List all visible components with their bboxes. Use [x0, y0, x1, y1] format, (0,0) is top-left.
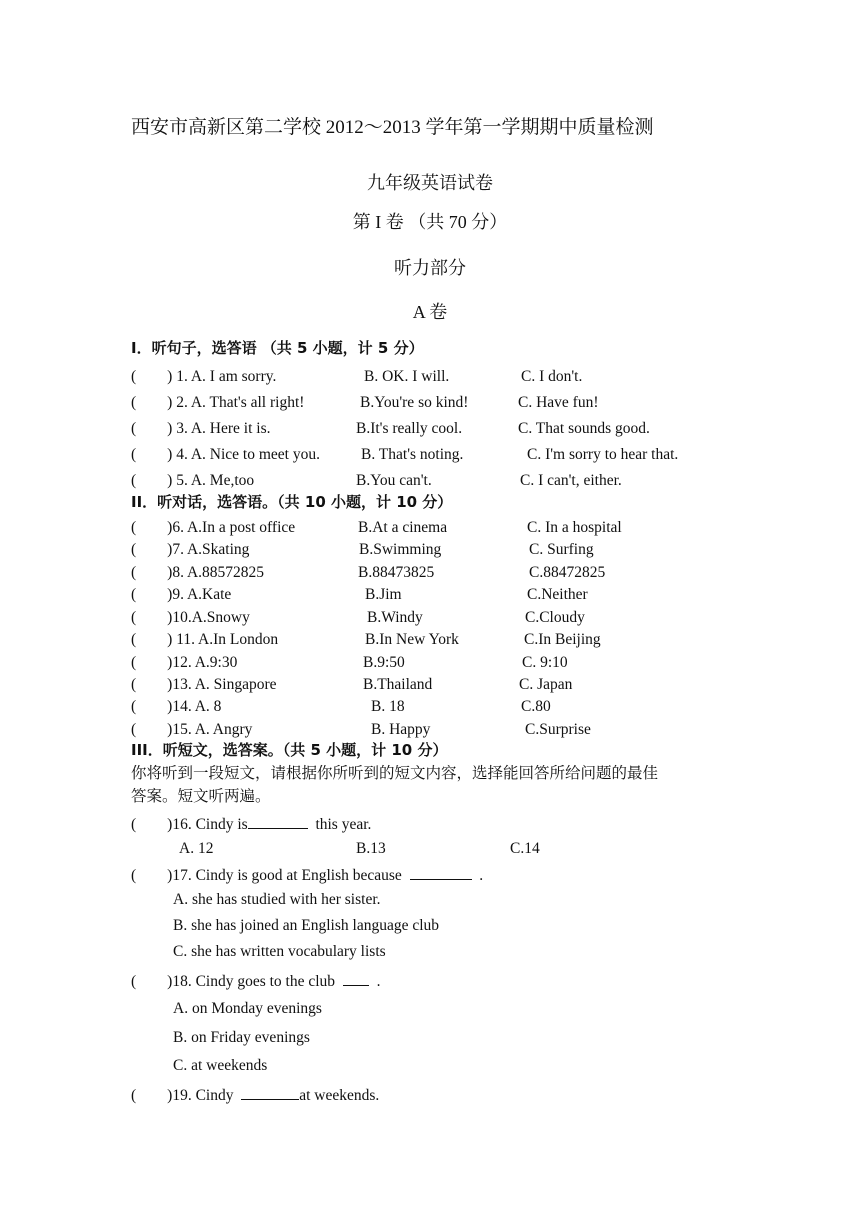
option-c: C.Surprise	[525, 721, 591, 738]
question-stem-end: this year.	[307, 816, 372, 833]
question-number: ( ) 4. A. Nice to meet you.	[131, 446, 320, 463]
part-label: 听力部分	[394, 258, 466, 278]
answer-blank	[248, 815, 308, 829]
option-c: C. Have fun!	[518, 394, 599, 411]
option-b: B.9:50	[363, 654, 405, 671]
option-c: C. In a hospital	[527, 519, 622, 536]
option-b: B. 18	[371, 698, 405, 715]
option-c: C. That sounds good.	[518, 420, 650, 437]
question-stem: ( )17. Cindy is good at English because	[131, 867, 402, 884]
option-c: C.88472825	[529, 564, 606, 581]
section3-heading: III．听短文，选答案。（共 5 小题，计 10 分）	[131, 741, 448, 759]
question-stem-end: .	[376, 973, 381, 990]
exam-subtitle: 九年级英语试卷	[367, 173, 493, 193]
option-b: B. she has joined an English language club	[173, 917, 440, 934]
question-number: ( )10.A.Snowy	[131, 609, 250, 626]
section1-heading: I．听句子，选答语 （共 5 小题，计 5 分）	[131, 339, 424, 357]
question-19	[131, 1086, 379, 1104]
exam-title: 西安市高新区第二学校 2012～2013 学年第一学期期中质量检测	[131, 117, 654, 138]
answer-blank	[410, 866, 472, 880]
question-number: ( ) 5. A. Me,too	[131, 472, 255, 489]
option-c: C.Cloudy	[525, 609, 585, 626]
question-number: ( ) 2. A. That's all right!	[131, 394, 305, 411]
option-c: C.Neither	[527, 586, 588, 603]
question-number: ( ) 1. A. I am sorry.	[131, 368, 277, 385]
question-stem-end: at weekends.	[299, 1087, 380, 1104]
question-16	[131, 815, 371, 833]
question-stem: ( )16. Cindy is	[131, 816, 248, 833]
section-a-label: A 卷	[412, 302, 448, 322]
option-b: B. on Friday evenings	[173, 1029, 310, 1046]
question-18	[131, 972, 380, 990]
instructions-line2: 答案。短文听两遍。	[131, 787, 271, 805]
question-number: ( )15. A. Angry	[131, 721, 253, 738]
option-c: C.In Beijing	[524, 631, 601, 648]
option-c: C. Japan	[519, 676, 573, 693]
question-number: ( )7. A.Skating	[131, 541, 250, 558]
option-c: C. 9:10	[522, 654, 568, 671]
option-b: B.You can't.	[356, 472, 432, 489]
volume-label: 第 I 卷 （共 70 分）	[352, 212, 508, 232]
option-c: C. I can't, either.	[520, 472, 622, 489]
option-a: A. 12	[179, 840, 214, 857]
question-number: ( ) 11. A.In London	[131, 631, 279, 648]
option-b: B.13	[356, 840, 386, 857]
section2-heading: II．听对话，选答语。（共 10 小题，计 10 分）	[131, 493, 453, 511]
option-b: B.Windy	[367, 609, 423, 626]
option-b: B.You're so kind!	[360, 394, 469, 411]
instructions-line1: 你将听到一段短文，请根据你所听到的短文内容，选择能回答所给问题的最佳	[131, 764, 659, 782]
option-c: C. at weekends	[173, 1057, 268, 1074]
option-b: B. That's noting.	[361, 446, 464, 463]
option-b: B. OK. I will.	[364, 368, 450, 385]
option-b: B.At a cinema	[358, 519, 448, 536]
answer-blank	[241, 1086, 299, 1100]
option-b: B.Jim	[365, 586, 402, 603]
question-number: ( )12. A.9:30	[131, 654, 238, 671]
option-b: B.In New York	[365, 631, 459, 648]
question-number: ( )14. A. 8	[131, 698, 222, 715]
question-number: ( )13. A. Singapore	[131, 676, 277, 693]
option-c: C.80	[521, 698, 551, 715]
option-c: C. I'm sorry to hear that.	[527, 446, 679, 463]
question-number: ( )9. A.Kate	[131, 586, 232, 603]
question-number: ( ) 3. A. Here it is.	[131, 420, 271, 437]
option-a: A. she has studied with her sister.	[173, 891, 381, 908]
option-c: C. I don't.	[521, 368, 583, 385]
option-c: C. she has written vocabulary lists	[173, 943, 386, 960]
question-stem: ( )18. Cindy goes to the club	[131, 973, 336, 990]
option-b: B.It's really cool.	[356, 420, 463, 437]
option-a: A. on Monday evenings	[173, 1000, 322, 1017]
option-b: B.Thailand	[363, 676, 433, 693]
question-17	[131, 866, 483, 884]
option-b: B.Swimming	[359, 541, 442, 558]
question-number: ( )6. A.In a post office	[131, 519, 296, 536]
question-number: ( )8. A.88572825	[131, 564, 265, 581]
option-c: C. Surfing	[529, 541, 594, 558]
option-b: B. Happy	[371, 721, 431, 738]
option-b: B.88473825	[358, 564, 435, 581]
answer-blank	[343, 972, 369, 986]
option-c: C.14	[510, 840, 540, 857]
question-stem: ( )19. Cindy	[131, 1087, 234, 1104]
question-stem-end: .	[479, 867, 484, 884]
